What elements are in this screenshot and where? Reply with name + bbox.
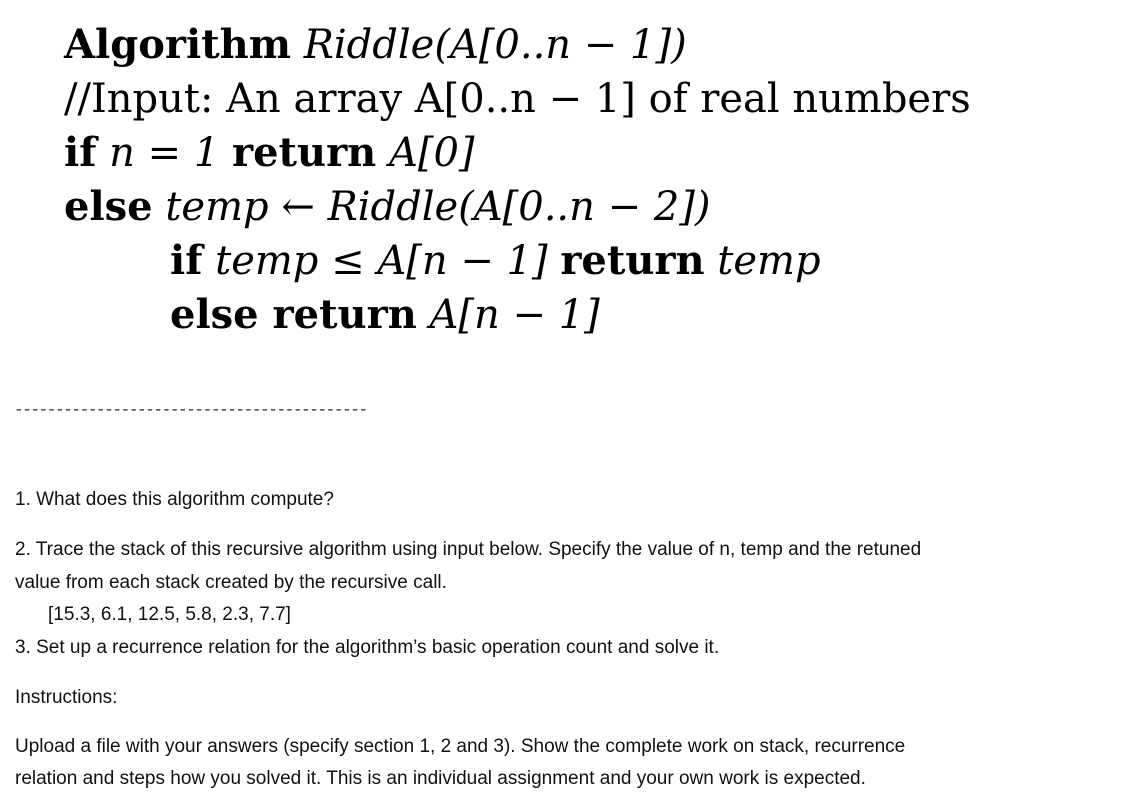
question-2-line-1: 2. Trace the stack of this recursive algorithm using input below. Specify the value of n, temp and the retuned [15, 539, 922, 560]
if-keyword: if [170, 237, 203, 284]
question-1: 1. What does this algorithm compute? [15, 489, 334, 510]
base-condition: n = 1 [96, 130, 232, 176]
algorithm-compare [64, 234, 971, 288]
algorithm-input-comment [64, 72, 971, 126]
compare-return-value: temp [704, 238, 821, 284]
compare-condition: temp ≤ A[n − 1] [202, 238, 561, 284]
else-keyword: else [64, 183, 153, 230]
algorithm-header [64, 18, 971, 72]
algorithm-recursive-call [64, 180, 971, 234]
algorithm-else-return [64, 288, 971, 342]
dashed-separator: ------------------------------------------- [14, 401, 367, 419]
algorithm-signature: Riddle(A[0..n − 1]) [291, 22, 687, 68]
algorithm-keyword: Algorithm [64, 21, 292, 68]
return-keyword: return [560, 237, 705, 284]
instructions-heading: Instructions: [15, 687, 118, 708]
recursive-assignment: temp ← Riddle(A[0..n − 2]) [152, 184, 711, 230]
instructions-line-2: relation and steps how you solved it. This is an individual assignment and your own work is expected. [15, 768, 866, 789]
base-return-value: A[0] [376, 130, 475, 176]
else-return-keyword: else return [170, 291, 417, 338]
input-array: [15.3, 6.1, 12.5, 5.8, 2.3, 7.7] [48, 604, 291, 625]
algorithm-block [64, 18, 971, 342]
instructions-line-1: Upload a file with your answers (specify section 1, 2 and 3). Show the complete work on stack, recurrence [15, 736, 906, 757]
return-keyword: return [232, 129, 377, 176]
question-3: 3. Set up a recurrence relation for the algorithm’s basic operation count and solve it. [15, 637, 720, 658]
algorithm-base-case [64, 126, 971, 180]
input-comment-text: //Input: An array A[0..n − 1] of real numbers [64, 76, 971, 122]
if-keyword: if [64, 129, 97, 176]
question-2-line-2: value from each stack created by the recursive call. [15, 572, 447, 593]
else-return-value: A[n − 1] [416, 292, 600, 338]
